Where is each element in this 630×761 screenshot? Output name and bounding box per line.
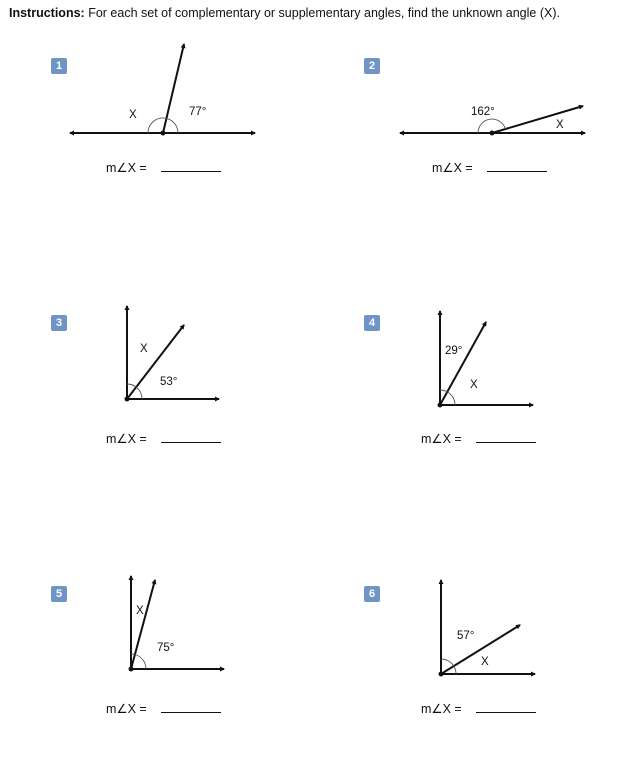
arc-given-6 bbox=[441, 659, 454, 666]
answer-label-2: m∠X = bbox=[432, 161, 473, 175]
problem-number-6: 6 bbox=[364, 586, 380, 602]
ray-4 bbox=[440, 322, 486, 405]
arc-x-4 bbox=[447, 392, 455, 405]
vertex-5 bbox=[129, 667, 134, 672]
answer-label-1: m∠X = bbox=[106, 161, 147, 175]
instructions-label: Instructions: bbox=[9, 6, 85, 20]
answer-label-6: m∠X = bbox=[421, 702, 462, 716]
given-angle-2: 162° bbox=[471, 106, 495, 118]
unknown-label-4: X bbox=[470, 379, 478, 391]
unknown-label-5: X bbox=[136, 605, 144, 617]
arc-given-1 bbox=[166, 118, 178, 133]
given-angle-4: 29° bbox=[445, 345, 463, 357]
arc-given-5 bbox=[135, 655, 146, 670]
vertex-3 bbox=[125, 397, 130, 402]
problem-number-5: 5 bbox=[51, 586, 67, 602]
problem-number-4: 4 bbox=[364, 315, 380, 331]
problem-number-3: 3 bbox=[51, 315, 67, 331]
given-angle-1: 77° bbox=[189, 106, 207, 118]
angle-diagram-2 bbox=[400, 106, 585, 136]
given-angle-5: 75° bbox=[157, 642, 175, 654]
unknown-label-3: X bbox=[140, 343, 148, 355]
vertex-4 bbox=[438, 403, 443, 408]
answer-label-3: m∠X = bbox=[106, 432, 147, 446]
answer-label-5: m∠X = bbox=[106, 702, 147, 716]
vertex-6 bbox=[439, 672, 444, 677]
vertex-2 bbox=[490, 131, 495, 136]
given-angle-6: 57° bbox=[457, 630, 475, 642]
angle-diagram-1 bbox=[70, 44, 255, 136]
unknown-label-2: X bbox=[556, 119, 564, 131]
problem-number-2: 2 bbox=[364, 58, 380, 74]
problem-number-1: 1 bbox=[51, 58, 67, 74]
arc-x-6 bbox=[454, 666, 456, 674]
angle-diagram-4 bbox=[438, 311, 534, 408]
vertex-1 bbox=[161, 131, 166, 136]
arc-given-3 bbox=[136, 387, 142, 399]
arc-x-5 bbox=[131, 654, 135, 655]
arc-x-3 bbox=[127, 384, 136, 387]
instructions-text: For each set of complementary or supplementary angles, find the unknown angle (X). bbox=[88, 6, 560, 20]
answer-label-4: m∠X = bbox=[421, 432, 462, 446]
angle-diagram-3 bbox=[125, 306, 220, 402]
ray-5 bbox=[131, 580, 155, 669]
ray-2 bbox=[492, 106, 583, 133]
unknown-label-1: X bbox=[129, 109, 137, 121]
ray-1 bbox=[163, 44, 184, 133]
angle-diagram-6 bbox=[439, 580, 536, 677]
given-angle-3: 53° bbox=[160, 376, 178, 388]
unknown-label-6: X bbox=[481, 656, 489, 668]
arc-given-4 bbox=[440, 390, 447, 392]
angle-diagram-5 bbox=[129, 576, 225, 672]
